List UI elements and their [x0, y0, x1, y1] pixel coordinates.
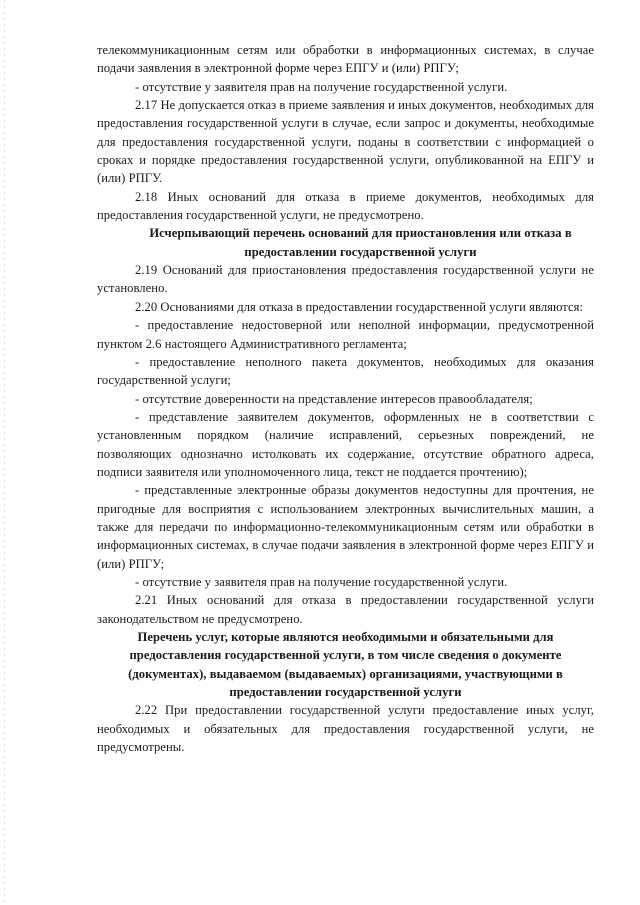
paragraph-bullet: - представленные электронные образы документов недоступны для прочтения, не пригодные для восприятия с использованием электронных вычислительных машин, а также для передачи по информационно-телекоммуникационным сетям или обработки в информационных системах, в случае подачи заявления в электронной форме через ЕПГУ и (или) РПГУ;: [97, 483, 594, 571]
paragraph-bullet: - отсутствие у заявителя прав на получение государственной услуги.: [135, 79, 508, 94]
paragraph-2-17: 2.17 Не допускается отказ в приеме заявления и иных документов, необходимых для предоставления государственной услуги в случае, если запрос и документы, необходимые для предоставления государственной услуги, поданы в соответствии с информацией о сроках и порядке предоставления государственной услуги, опубликованной на ЕПГУ и (или) РПГУ.: [97, 98, 594, 186]
scan-edge: [4, 0, 5, 905]
paragraph-2-18: 2.18 Иных оснований для отказа в приеме документов, необходимых для предоставления государственной услуги, не предусмотрено.: [97, 189, 594, 223]
paragraph-bullet: - предоставление недостоверной или неполной информации, предусмотренной пунктом 2.6 настоящего Административного регламента;: [97, 318, 594, 351]
paragraph-bullet: - представление заявителем документов, оформленных не в соответствии с установленным порядком (наличие исправлений, серьезных повреждений, не позволяющих однозначно истолковать их содержание, отсутствие обратного адреса, подписи заявителя или уполномоченного лица, текст не поддается прочтению);: [97, 409, 594, 479]
paragraph-bullet: - отсутствие доверенности на представление интересов правообладателя;: [135, 391, 533, 406]
paragraph-2-22: 2.22 При предоставлении государственной услуги предоставление иных услуг, необходимых и обязательных для предоставления государственной услуги, не предусмотрены.: [97, 703, 594, 755]
paragraph-2-21: 2.21 Иных оснований для отказа в предоставлении государственной услуги законодательством не предусмотрено.: [97, 593, 594, 626]
document-body: [97, 41, 594, 756]
paragraph-bullet: - предоставление неполного пакета документов, необходимых для оказания государственной услуги;: [97, 354, 594, 388]
paragraph-2-19: 2.19 Оснований для приостановления предоставления государственной услуги не установлено.: [97, 263, 594, 296]
paragraph-continuation: телекоммуникационным сетям или обработки в информационных системах, в случае подачи заявления в электронной форме через ЕПГУ и (или) РПГУ;: [97, 43, 594, 76]
section-heading-refusal: Исчерпывающий перечень оснований для приостановления или отказа в предоставлении государственной услуги: [149, 226, 572, 259]
paragraph-bullet: - отсутствие у заявителя прав на получение государственной услуги.: [135, 574, 508, 589]
section-heading-services: Перечень услуг, которые являются необходимыми и обязательными для предоставления государственной услуги, в том числе сведения о документе (документах), выдаваемом (выдаваемых) организациями, участвующими в предоставлении государственной услуги: [128, 630, 563, 700]
paragraph-2-20: 2.20 Основаниями для отказа в предоставлении государственной услуги являются:: [135, 299, 584, 314]
